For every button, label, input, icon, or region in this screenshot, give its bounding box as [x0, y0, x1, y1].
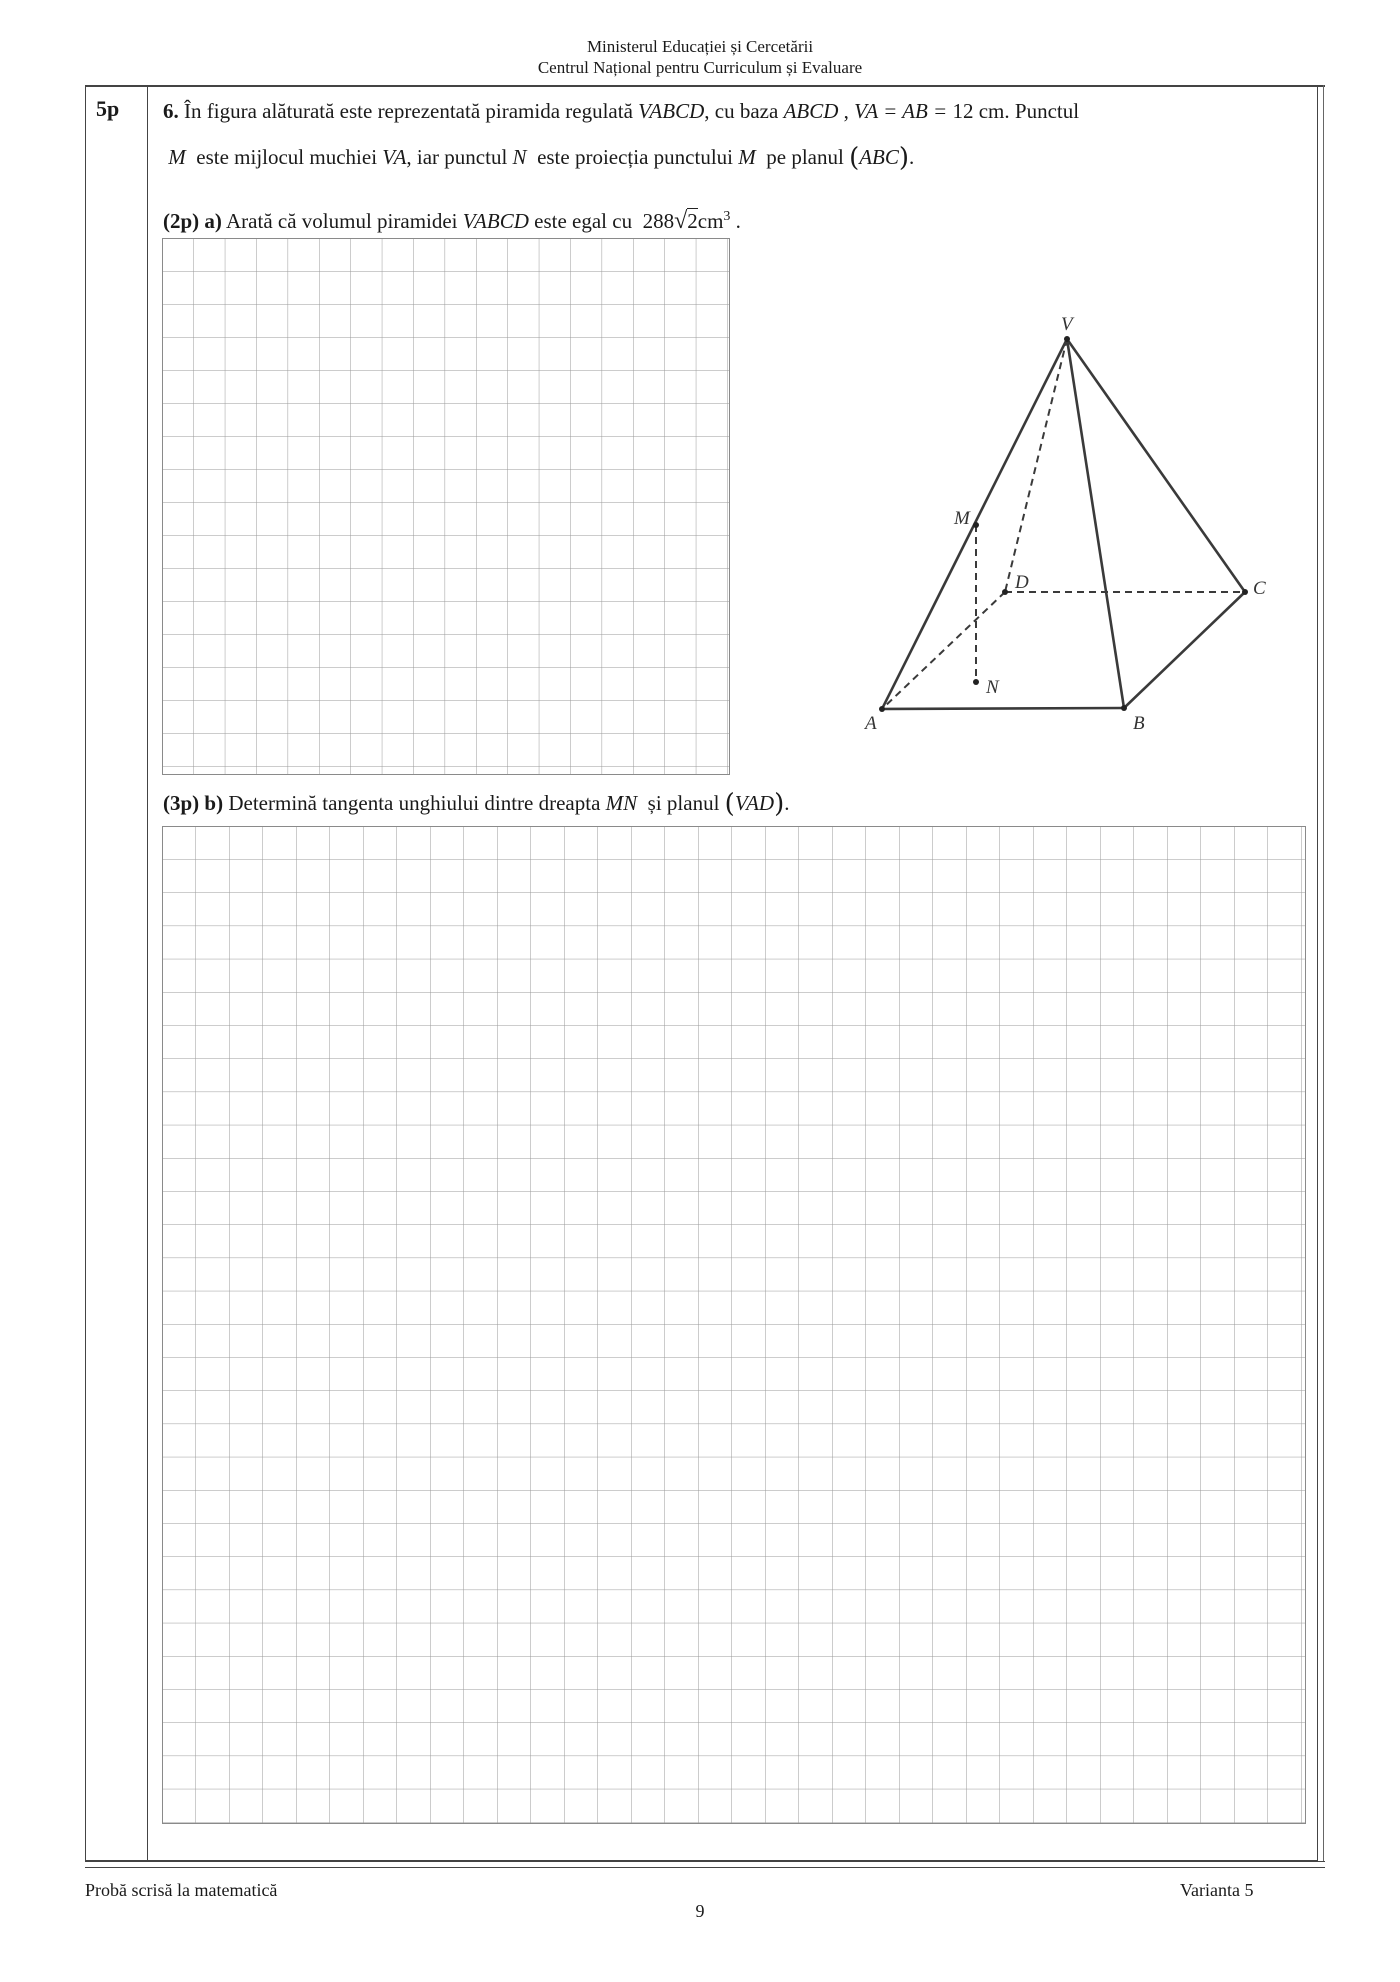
text: . — [784, 791, 790, 815]
table-bottom-border — [85, 1861, 1325, 1862]
page-number: 9 — [695, 1901, 705, 1921]
label-C: C — [1253, 578, 1266, 599]
math: VABCD — [462, 209, 529, 233]
points-label: 5p — [96, 96, 120, 121]
math: ABCD — [783, 99, 839, 123]
problem-number: 6. — [163, 99, 179, 123]
text: , — [843, 99, 849, 123]
math-unit: cm — [697, 209, 724, 233]
label-M: M — [954, 508, 970, 529]
problem-statement-line1 — [163, 98, 1079, 124]
math: MN — [605, 791, 638, 815]
pyramid-edges — [882, 339, 1245, 709]
label-B: B — [1133, 713, 1145, 734]
text: . — [909, 145, 915, 169]
label-A: A — [865, 713, 877, 734]
answer-grid-b[interactable] — [162, 826, 1308, 1826]
text: și planul — [647, 791, 720, 815]
text: . Punctul — [1004, 99, 1080, 123]
footer-variant: Varianta 5 — [1180, 1880, 1254, 1900]
header-ministry: Ministerul Educației și Cercetării — [586, 37, 814, 56]
math-radicand: 2 — [687, 209, 698, 233]
text: Arată că volumul piramidei — [226, 209, 458, 233]
text: . — [735, 209, 741, 233]
math-value: 12 cm — [952, 99, 1005, 123]
part-b-statement: (3p) b) Determină tangenta unghiului dintre dreapta MN și planul (VAD). — [163, 789, 790, 819]
math: VA — [382, 145, 407, 169]
part-b-points: (3p) — [163, 791, 200, 815]
footer-rule — [85, 1867, 1325, 1868]
problem-statement-line2: M este mijlocul muchiei VA, iar punctul N este proiecția punctului M pe planul (ABC). — [168, 143, 915, 173]
part-a-statement: (2p) a) Arată că volumul piramidei VABCD este egal cu $288√2cm^3$ . — [163, 208, 741, 234]
label-N: N — [986, 677, 999, 698]
math: N — [512, 145, 527, 169]
label-D: D — [1015, 572, 1029, 593]
math-exponent: 3 — [723, 209, 731, 224]
text: În figura alăturată este reprezentată piramida regulată — [184, 99, 633, 123]
math-value: 288 — [642, 209, 675, 233]
text: , cu baza — [704, 99, 779, 123]
text: Determină tangenta unghiului dintre dreapta — [228, 791, 601, 815]
table-right-border — [1323, 85, 1324, 1861]
part-a-points: (2p) — [163, 209, 200, 233]
part-b-label: b) — [204, 791, 224, 815]
points-column-divider — [147, 85, 148, 1861]
text: , iar punctul — [406, 145, 508, 169]
text: este mijlocul muchiei — [196, 145, 378, 169]
text: este proiecția punctului — [537, 145, 733, 169]
hidden-edges — [882, 339, 1245, 709]
math: M — [168, 145, 186, 169]
part-a-label: a) — [204, 209, 222, 233]
vertex-points — [879, 336, 1248, 712]
math: VA = AB = — [854, 99, 953, 123]
math: VAD — [734, 791, 775, 815]
text: pe planul — [766, 145, 844, 169]
math: ABC — [859, 145, 899, 169]
label-V: V — [1061, 314, 1073, 335]
answer-grid-a[interactable] — [162, 238, 732, 778]
math: M — [738, 145, 756, 169]
pyramid-figure — [860, 310, 1290, 740]
header-center: Centrul Național pentru Curriculum și Evaluare — [537, 58, 863, 77]
footer-exam-title: Probă scrisă la matematică — [85, 1880, 278, 1900]
text: este egal cu — [534, 209, 633, 233]
math: VABCD — [638, 99, 705, 123]
